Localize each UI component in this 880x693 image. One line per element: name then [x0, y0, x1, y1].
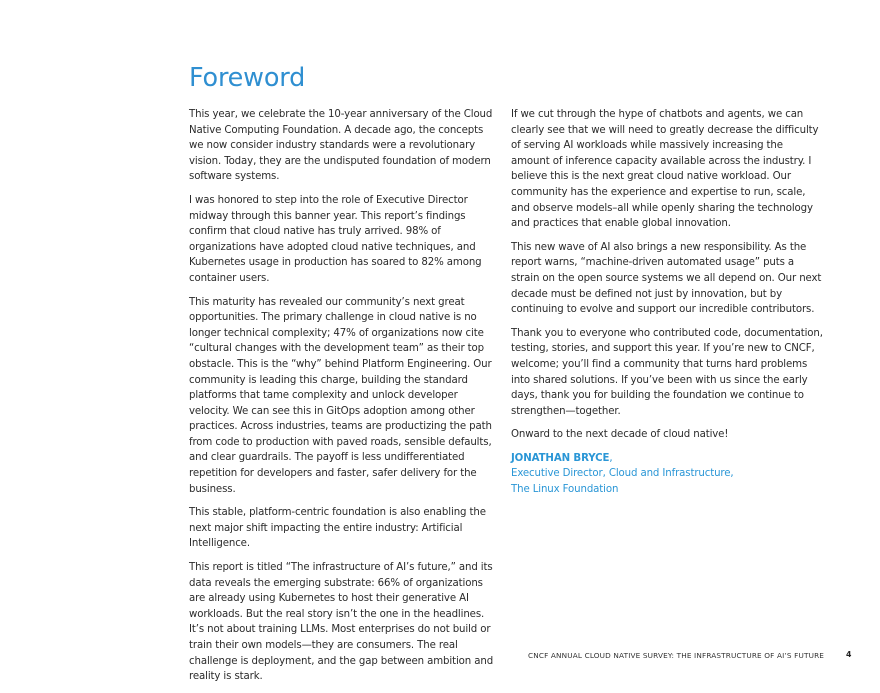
page-number: 4: [846, 650, 852, 659]
paragraph: This report is titled “The infrastructure of AI’s future,” and its data reveals the emerging substrate: 66% of organizations are already using Kubernetes to host their generative AI workloads. But the real story isn’t the one in the headlines. It’s not about training LLMs. Most enterprises do not build or train their own models—they are consumers. The real challenge is deployment, and the gap between ambition and reality is stark.: [189, 562, 494, 683]
signature-role: Executive Director, Cloud and Infrastructure,: [511, 468, 734, 480]
signature-name: JONATHAN BRYCE: [511, 452, 610, 464]
paragraph: This new wave of AI also brings a new responsibility. As the report warns, “machine-driven automated usage” puts a strain on the open source systems we all depend on. Our next decade must be defined not just by innovation, but by continuing to evolve and support our incredible contributors.: [511, 241, 822, 316]
footer-report-title: CNCF ANNUAL CLOUD NATIVE SURVEY: THE INFRASTRUCTURE OF AI’S FUTURE: [528, 651, 825, 660]
paragraph: Thank you to everyone who contributed code, documentation, testing, stories, and support this year. If you’re new to CNCF, welcome; you’ll find a community that turns hard problems into shared solutions. If you’ve been with us since the early days, thank you for building the foundation we continue to strengthen—together.: [511, 327, 823, 417]
left-column: [189, 107, 497, 693]
paragraph: I was honored to step into the role of Executive Director midway through this banner year. This report’s findings confirm that cloud native has truly arrived. 98% of organizations have adopted cloud native techniques, and Kubernetes usage in production has soared to 82% among container users.: [189, 194, 482, 284]
paragraph: Onward to the next decade of cloud native!: [511, 429, 729, 441]
signature-name-suffix: ,: [609, 452, 613, 464]
right-column: [511, 107, 823, 498]
paragraph: This year, we celebrate the 10-year anniversary of the Cloud Native Computing Foundation. A decade ago, the concepts we now consider industry standards were a revolutionary vision. Today, they are the undisputed foundation of modern software systems.: [189, 109, 493, 183]
signature-block: [511, 451, 823, 498]
paragraph: This maturity has revealed our community’s next great opportunities. The primary challenge in cloud native is no longer technical complexity; 47% of organizations now cite “cultural changes with the development team” as their top obstacle. This is the “why” behind Platform Engineering. Our community is leading this charge, building the standard platforms that tame complexity and unlock developer velocity. We can see this in GitOps adoption among other practices. Across industries, teams are productizing the path from code to production with paved roads, sensible defaults, and clear guardrails. The payoff is less undifferentiated repetition for developers and faster, safer delivery for the business.: [189, 296, 492, 495]
page-title: Foreword: [189, 63, 306, 93]
signature-org: The Linux Foundation: [511, 484, 619, 496]
signature-name-line: [511, 451, 823, 467]
paragraph: If we cut through the hype of chatbots and agents, we can clearly see that we will need to greatly decrease the difficulty of serving AI workloads while massively increasing the amount of inference capacity available across the industry. I believe this is the next great cloud native workload. Our community has the experience and expertise to run, scale, and observe models–all while openly sharing the technology and practices that enable global innovation.: [511, 109, 819, 230]
paragraph: This stable, platform-centric foundation is also enabling the next major shift impacting the entire industry: Artificial Intelligence.: [189, 507, 486, 550]
